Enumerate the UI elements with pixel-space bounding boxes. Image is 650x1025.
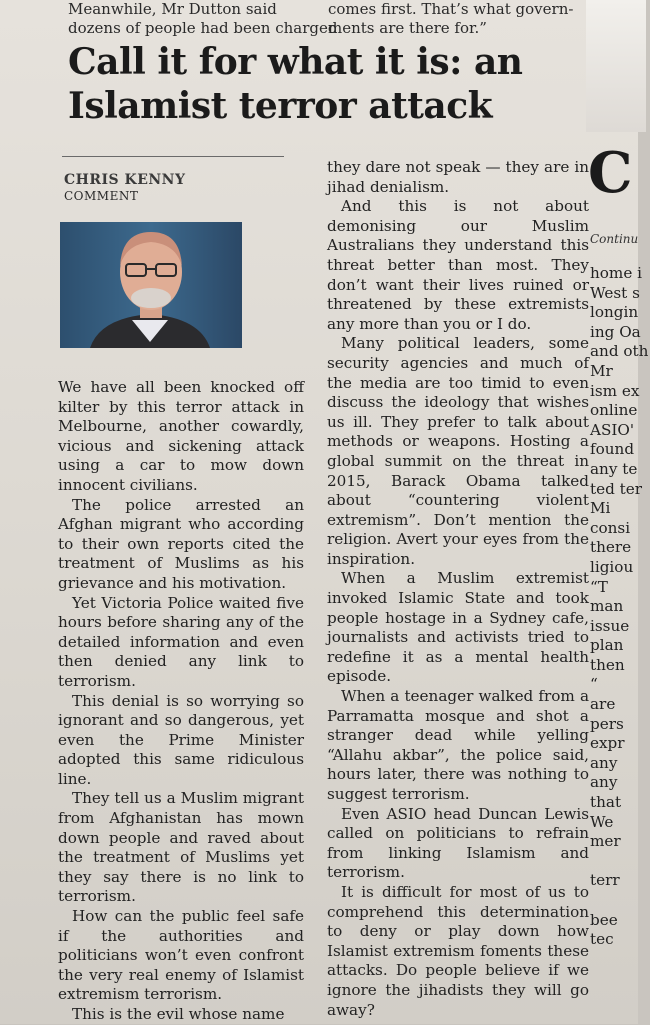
partial-text-line: “ — [590, 675, 598, 694]
partial-text-line: any te — [590, 459, 638, 478]
partial-text-line: and oth — [590, 342, 649, 361]
author-name: CHRIS KENNY — [64, 172, 186, 188]
partial-text-line: tec — [590, 930, 614, 949]
article-headline — [68, 40, 588, 128]
adjacent-photo-edge — [586, 0, 646, 132]
article-paragraph: they dare not speak — they are in jihad denialism. — [327, 158, 589, 196]
partial-text-line: West s — [590, 283, 640, 302]
continued-label: Continu — [590, 232, 639, 246]
snippet-line: dozens of people had been charged — [68, 19, 338, 37]
article-paragraph: Many political leaders, some security agencies and much of the media are too timid to even discuss the ideology that wishes us ill. They prefer to talk about methods or weapons. Hosting a global summit on the threat in 2015, Barack Obama talked about “countering violent extremism”. Don’t mention the religion. Avert your eyes from the inspiration. — [327, 334, 589, 568]
partial-text-line: ASIO' — [590, 420, 634, 439]
partial-text-line: online — [590, 401, 638, 420]
headline-line-2: Islamist terror attack — [68, 85, 493, 127]
partial-text-line: ligiou — [590, 557, 634, 576]
partial-text-line: are — [590, 695, 616, 714]
article-paragraph: Even ASIO head Duncan Lewis called on politicians to refrain from linking Islamism and terrorism. — [327, 804, 589, 882]
article-paragraph: We have all been knocked off kilter by this terror attack in Melbourne, another cowardly, vicious and sickening attack using a car to mow down innocent civilians. — [58, 378, 304, 494]
next-article-headline-initial: C — [588, 140, 633, 206]
headshot-illustration — [60, 222, 242, 348]
snippet-line: ments are there for.” — [328, 19, 487, 37]
partial-text-line: there — [590, 538, 632, 557]
article-paragraph: When a teenager walked from a Parramatta mosque and shot a stranger dead while yelling “Allahu akbar”, the police said, hours later, there was nothing to suggest terrorism. — [327, 687, 589, 803]
partial-text-line — [590, 891, 650, 911]
partial-text-line: “T — [590, 577, 608, 596]
article-paragraph: When a Muslim extremist invoked Islamic State and took people hostage in a Sydney cafe, journalists and activists tried to redefine it as a mental health episode. — [327, 569, 589, 686]
partial-text-line — [590, 852, 650, 872]
partial-text-line: longin — [590, 303, 639, 322]
partial-text-line: found — [590, 440, 635, 459]
author-headshot — [60, 222, 242, 348]
partial-text-line: mer — [590, 832, 621, 851]
headline-line-1: Call it for what it is: an — [68, 41, 523, 83]
article-paragraph: Yet Victoria Police waited five hours before sharing any of the detailed information and even then denied any link to terrorism. — [58, 593, 304, 690]
partial-text-line: expr — [590, 734, 625, 753]
partial-text-line: Mi — [590, 499, 611, 518]
byline-divider — [62, 156, 284, 157]
column-3-partial-body — [590, 264, 650, 950]
partial-text-line: plan — [590, 636, 624, 655]
partial-text-line: then — [590, 655, 625, 674]
column-1-body — [58, 378, 304, 1025]
article-paragraph: It is difficult for most of us to comprehend this determination to deny or play down how Islamist extremism foments these attacks. Do people believe if we ignore the jihadists they will go away? — [327, 882, 589, 1019]
partial-text-line: pers — [590, 714, 624, 733]
previous-article-right-snippet — [328, 0, 573, 38]
article-paragraph: This is the evil whose name — [72, 1005, 285, 1023]
article-paragraph: And this is not about demonising our Muslim Australians they understand this threat better than most. They don’t want their lives ruined or threatened by these extremists any more than you or I do. — [327, 197, 589, 333]
article-paragraph: This denial is so worrying so ignorant and so dangerous, yet even the Prime Minister adopted this same ridiculous line. — [58, 691, 304, 788]
partial-text-line: home i — [590, 264, 642, 282]
previous-article-left-snippet — [68, 0, 337, 38]
partial-text-line: that — [590, 793, 622, 812]
partial-text-line: Mr — [590, 361, 613, 380]
article-paragraph: The police arrested an Afghan migrant who according to their own reports cited the treatment of Muslims as his grievance and his motivation. — [58, 495, 304, 592]
partial-text-line: issue — [590, 616, 630, 635]
partial-text-line: ism ex — [590, 381, 640, 400]
article-paragraph: They tell us a Muslim migrant from Afghanistan has mown down people and raved about the treatment of Muslims yet they say there is no link to terrorism. — [58, 789, 304, 906]
partial-text-line: bee — [590, 910, 618, 929]
partial-text-line: ing Oa — [590, 322, 641, 341]
partial-text-line: terr — [590, 871, 620, 890]
column-2-body — [327, 158, 589, 1020]
partial-text-line: any — [590, 753, 618, 772]
section-label: COMMENT — [64, 189, 139, 203]
article-paragraph: How can the public feel safe if the authorities and politicians won’t even confront the very real enemy of Islamist extremism terrorism. — [58, 907, 304, 1004]
snippet-line: comes first. That’s what govern- — [328, 0, 574, 18]
partial-text-line: consi — [590, 518, 631, 537]
partial-text-line: We — [590, 812, 614, 831]
partial-text-line: any — [590, 773, 618, 792]
snippet-line: Meanwhile, Mr Dutton said — [68, 0, 277, 18]
partial-text-line: ted ter — [590, 479, 642, 498]
partial-text-line: man — [590, 597, 624, 616]
